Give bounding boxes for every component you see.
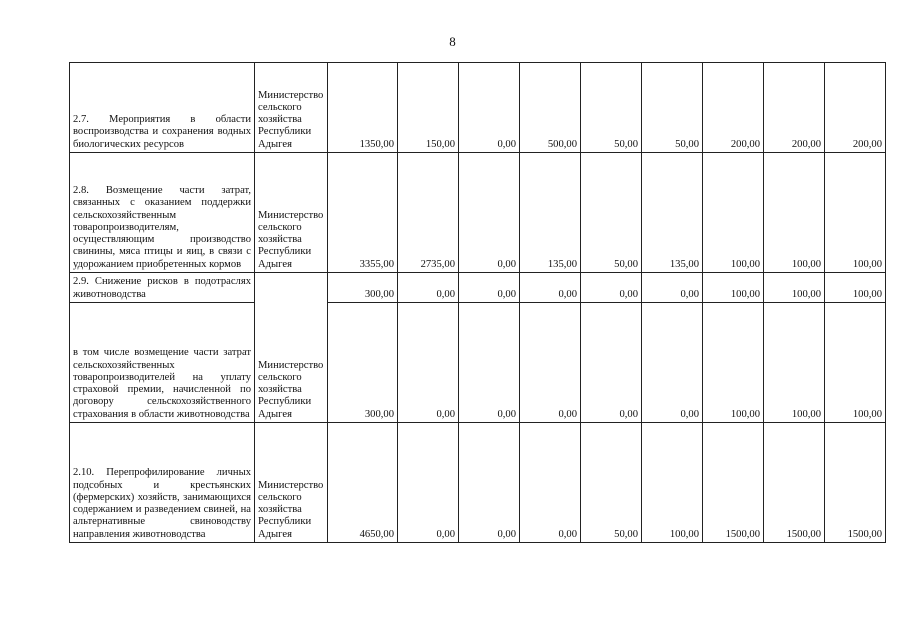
activity-cell: 2.9. Снижение рисков в подотраслях животноводства [70,273,255,303]
activity-cell: 2.8. Возмещение части затрат, связанных с оказанием поддержки сельскохозяйственным товаропроизводителям, осуществляющим производство свинины, мяса птицы и яиц, в связи с удорожанием приобретенных кормов [70,153,255,273]
value-cell: 1500,00 [764,423,825,543]
value-cell: 0,00 [459,303,520,423]
value-cell: 0,00 [398,303,459,423]
value-cell: 0,00 [459,273,520,303]
value-cell: 3355,00 [328,153,398,273]
value-cell: 135,00 [520,153,581,273]
value-cell: 0,00 [459,63,520,153]
value-cell: 50,00 [642,63,703,153]
value-cell: 100,00 [764,153,825,273]
value-cell: 0,00 [581,273,642,303]
value-cell: 100,00 [764,273,825,303]
value-cell: 0,00 [642,273,703,303]
value-cell: 100,00 [825,273,886,303]
ministry-cell: Министерство сельского хозяйства Республики Адыгея [255,273,328,423]
table-row [70,153,886,273]
value-cell: 0,00 [520,303,581,423]
page-number: 8 [449,34,456,49]
value-cell: 135,00 [642,153,703,273]
ministry-cell: Министерство сельского хозяйства Республики Адыгея [255,63,328,153]
table-row [70,423,886,543]
value-cell: 0,00 [398,273,459,303]
activity-cell: в том числе возмещение части затрат сельскохозяйственных товаропроизводителей на уплату страховой премии, начисленной по договору сельскохозяйственного страхования в области животноводства [70,303,255,423]
ministry-cell: Министерство сельского хозяйства Республики Адыгея [255,423,328,543]
value-cell: 200,00 [764,63,825,153]
value-cell: 300,00 [328,303,398,423]
value-cell: 2735,00 [398,153,459,273]
value-cell: 0,00 [459,423,520,543]
value-cell: 1500,00 [825,423,886,543]
value-cell: 50,00 [581,153,642,273]
value-cell: 100,00 [825,303,886,423]
value-cell: 200,00 [703,63,764,153]
value-cell: 300,00 [328,273,398,303]
activity-cell: 2.7. Мероприятия в области воспроизводства и сохранения водных биологических ресурсов [70,63,255,153]
value-cell: 100,00 [642,423,703,543]
value-cell: 0,00 [520,273,581,303]
value-cell: 100,00 [703,303,764,423]
value-cell: 4650,00 [328,423,398,543]
value-cell: 0,00 [520,423,581,543]
value-cell: 1350,00 [328,63,398,153]
value-cell: 1500,00 [703,423,764,543]
value-cell: 100,00 [703,273,764,303]
ministry-cell: Министерство сельского хозяйства Республики Адыгея [255,153,328,273]
table-row [70,303,886,423]
activity-cell: 2.10. Перепрофилирование личных подсобных и крестьянских (фермерских) хозяйств, занимающихся содержанием и разведением свиней, на альтернативные свиноводству направления животноводства [70,423,255,543]
budget-table [69,62,886,543]
table-row [70,63,886,153]
value-cell: 0,00 [459,153,520,273]
value-cell: 100,00 [825,153,886,273]
value-cell: 500,00 [520,63,581,153]
value-cell: 0,00 [581,303,642,423]
table-row [70,273,886,303]
value-cell: 100,00 [703,153,764,273]
value-cell: 200,00 [825,63,886,153]
value-cell: 150,00 [398,63,459,153]
value-cell: 0,00 [642,303,703,423]
value-cell: 100,00 [764,303,825,423]
value-cell: 50,00 [581,423,642,543]
value-cell: 0,00 [398,423,459,543]
value-cell: 50,00 [581,63,642,153]
